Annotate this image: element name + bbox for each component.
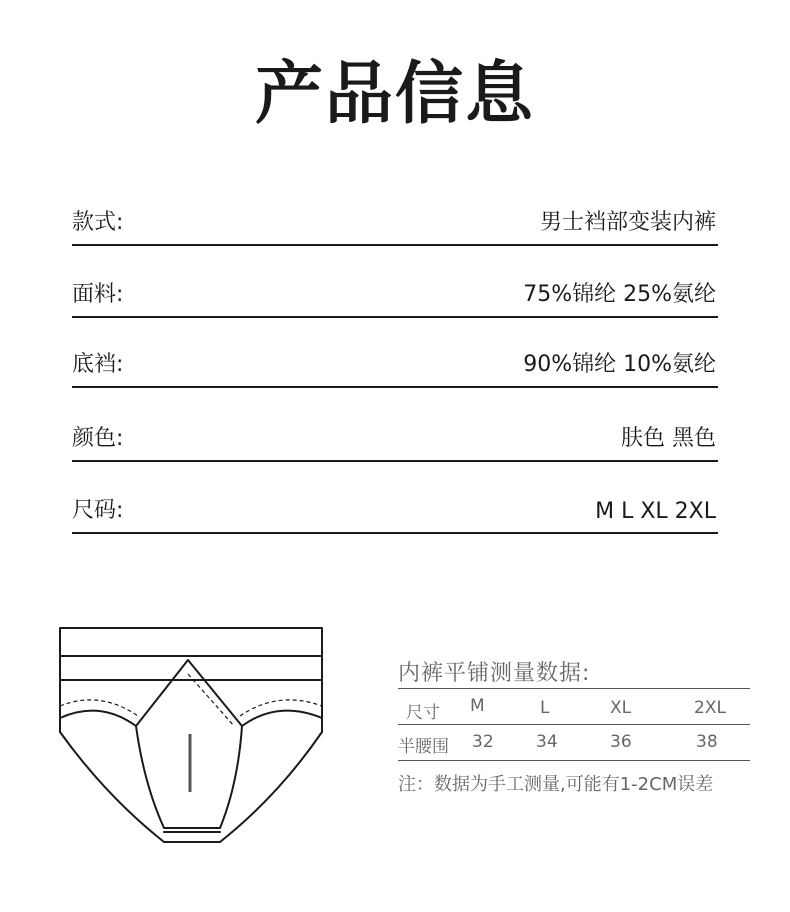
- table-bottom-rule: [398, 760, 750, 761]
- size-header-label: 尺寸: [406, 703, 440, 723]
- info-value: 男士裆部变装内裤: [539, 210, 716, 235]
- info-row-color: [72, 416, 718, 462]
- info-row-fabric: [72, 272, 718, 318]
- page-title: 产品信息: [254, 55, 535, 134]
- waistband-outline: [60, 628, 322, 680]
- right-leg-opening: [242, 711, 322, 726]
- info-label: 尺码:: [72, 498, 124, 523]
- waist-value-l: 34: [536, 732, 558, 752]
- waist-value-xl: 36: [610, 732, 632, 752]
- size-header-2xl: 2XL: [694, 698, 726, 718]
- info-value: 75%锦纶 25%氨纶: [523, 282, 716, 307]
- info-row-style: [72, 200, 718, 246]
- info-label: 颜色:: [72, 426, 124, 451]
- info-label: 款式:: [72, 210, 124, 235]
- crotch-stitch: [188, 674, 234, 726]
- left-leg-opening: [60, 711, 136, 726]
- waist-value-2xl: 38: [696, 732, 718, 752]
- waist-row-label: 半腰围: [398, 737, 449, 757]
- measurement-note: 注：数据为手工测量,可能有1-2CM误差: [398, 774, 714, 795]
- info-value: 肤色 黑色: [621, 426, 716, 451]
- size-chart-title: 内裤平铺测量数据:: [398, 661, 591, 686]
- table-mid-rule: [398, 724, 750, 725]
- info-row-crotch: [72, 342, 718, 388]
- size-header-xl: XL: [610, 698, 632, 718]
- size-header-m: M: [470, 696, 485, 716]
- info-label: 面料:: [72, 282, 124, 307]
- info-row-size: [72, 488, 718, 534]
- size-header-l: L: [540, 698, 550, 718]
- table-top-rule: [398, 688, 750, 689]
- briefs-line-illustration: [56, 624, 326, 852]
- waist-value-m: 32: [472, 732, 494, 752]
- info-value: 90%锦纶 10%氨纶: [523, 352, 716, 377]
- info-label: 底裆:: [72, 352, 124, 377]
- info-value: M L XL 2XL: [595, 499, 716, 524]
